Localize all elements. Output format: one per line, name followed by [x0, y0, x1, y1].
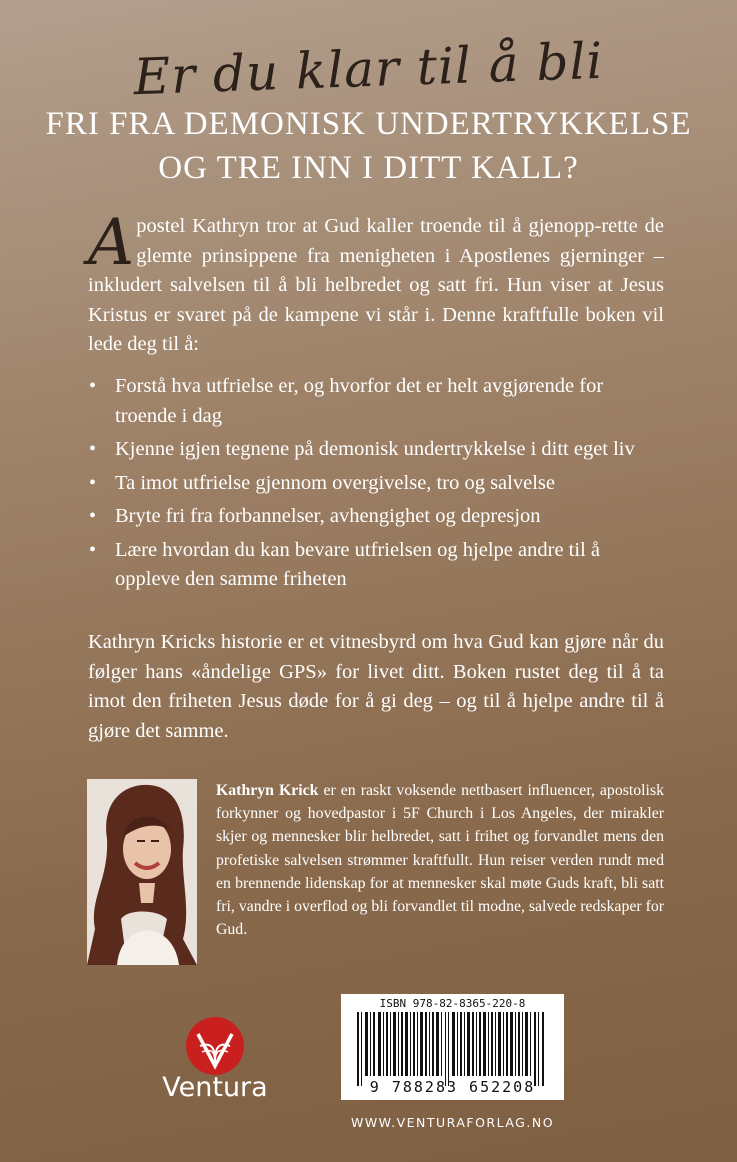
story-paragraph: Kathryn Kricks historie er et vitnesbyrd om hva Gud kan gjøre når du følger hans «åndelige GPS» for livet ditt. Boken rustet deg til å ta imot den friheten Jesus døde for å gi deg – og til å hjelpe andre til å gjøre det samme.	[88, 631, 664, 742]
headline-line-2: OG TRE INN I DITT KALL?	[158, 150, 579, 186]
portrait-illustration	[87, 779, 197, 965]
script-heading: Er du klar til å bli	[132, 31, 605, 107]
list-item: • Lære hvordan du kan bevare utfrielsen og hjelpe andre til å oppleve den samme friheten	[88, 536, 648, 595]
drop-cap: A	[88, 206, 135, 280]
list-item: • Forstå hva utfrielse er, og hvorfor det er helt avgjørende for troende i dag	[88, 372, 648, 431]
list-item: • Ta imot utfrielse gjennom overgivelse, tro og salvelse	[88, 469, 648, 499]
intro-paragraph	[88, 206, 664, 360]
isbn-label: ISBN 978-82-8365-220-8	[379, 997, 526, 1010]
author-photo	[87, 779, 197, 965]
headline-line-1: FRI FRA DEMONISK UNDERTRYKKELSE	[45, 106, 692, 142]
website-url: WWW.VENTURAFORLAG.NO	[350, 1115, 555, 1130]
barcode	[341, 994, 564, 1100]
list-item: • Kjenne igjen tegnene på demonisk undertrykkelse i ditt eget liv	[88, 435, 648, 465]
benefit-list	[88, 372, 648, 599]
list-item: • Bryte fri fra forbannelser, avhengighet og depresjon	[88, 502, 648, 532]
author-bio-text: er en raskt voksende nettbasert influencer, apostolisk forkynner og hovedpastor i 5F Church i Los Angeles, der mirakler skjer og mennesker blir helbredet, satt i frihet og forvandlet mens den profetiske salvelsen strømmer kraftfullt. Hun reiser verden rundt med en brennende lidenskap for at mennesker skal møte Guds kraft, bli satt fri, vandre i overflod og bli forvandlet til modne, salvede redskaper for Gud.	[216, 782, 664, 939]
intro-text: postel Kathryn tror at Gud kaller troende til å gjenopp-rette de glemte prinsippene fra menigheten i Apostlenes gjerninger – inkludert salvelsen til å bli helbredet og satt fri. Hun viser at Jesus Kristus er svaret på de kampene vi står i. Denne kraftfulle boken vil lede deg til å:	[88, 215, 664, 355]
barcode-digits: 9 788283 652208	[369, 1078, 536, 1096]
publisher-name: Ventura	[162, 1072, 268, 1103]
author-bio	[216, 779, 664, 941]
author-name: Kathryn Krick	[216, 782, 319, 799]
